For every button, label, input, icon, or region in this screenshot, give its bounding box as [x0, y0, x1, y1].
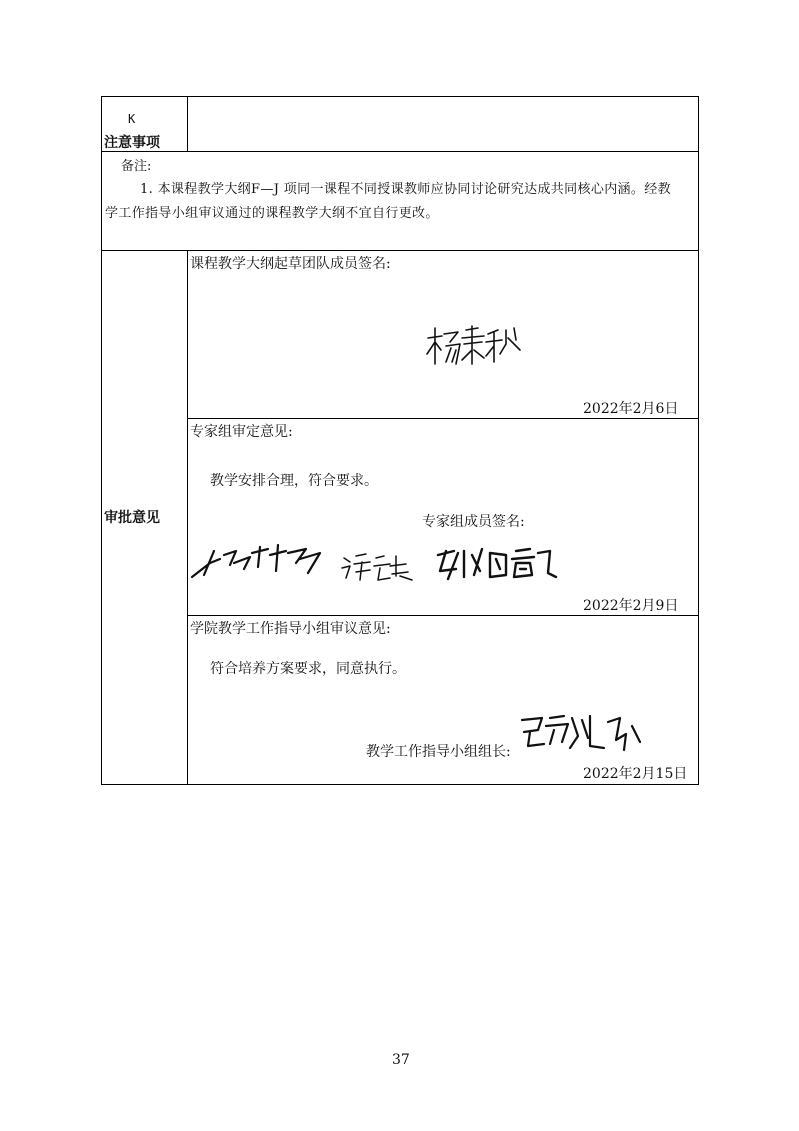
drafting-heading: 课程教学大纲起草团队成员签名:: [190, 256, 391, 272]
remarks-line-1: 1. 本课程教学大纲F—J 项同一课程不同授课教师应协同讨论研究达成共同核心内涵。经教: [140, 182, 671, 197]
remarks-line-2: 学工作指导小组审议通过的课程教学大纲不宜自行更改。: [105, 206, 439, 221]
college-sign-label: 教学工作指导小组组长:: [366, 744, 511, 760]
college-opinion: 符合培养方案要求，同意执行。: [210, 661, 406, 677]
college-signature: [516, 712, 646, 756]
college-heading: 学院教学工作指导小组审议意见:: [190, 621, 391, 637]
expert-signature-2: [340, 548, 430, 588]
expert-signature-1: [190, 533, 330, 583]
table-right-border: [698, 96, 699, 785]
approval-label: 审批意见: [104, 510, 160, 526]
drafting-date: 2022年2月6日: [583, 401, 679, 417]
expert-sign-label: 专家组成员签名:: [422, 514, 525, 530]
table-bottom-border: [101, 784, 699, 785]
college-date: 2022年2月15日: [583, 766, 688, 782]
expert-date: 2022年2月9日: [583, 598, 679, 614]
table-top-border: [101, 96, 699, 97]
row-divider-remarks: [101, 250, 699, 251]
drafting-signature: [422, 320, 532, 370]
notes-label-letter: K: [128, 112, 136, 126]
page-number: 37: [392, 1052, 410, 1068]
remarks-title: 备注:: [121, 159, 152, 174]
col-divider-approval: [187, 250, 188, 785]
expert-opinion: 教学安排合理，符合要求。: [210, 473, 378, 489]
notes-label: 注意事项: [104, 135, 160, 151]
subrow-divider-2: [187, 615, 699, 616]
expert-heading: 专家组审定意见:: [190, 424, 293, 440]
col-divider-notes: [187, 96, 188, 151]
expert-signature-3: [434, 543, 574, 587]
subrow-divider-1: [187, 418, 699, 419]
row-divider-notes: [101, 151, 699, 152]
table-left-border: [101, 96, 102, 785]
